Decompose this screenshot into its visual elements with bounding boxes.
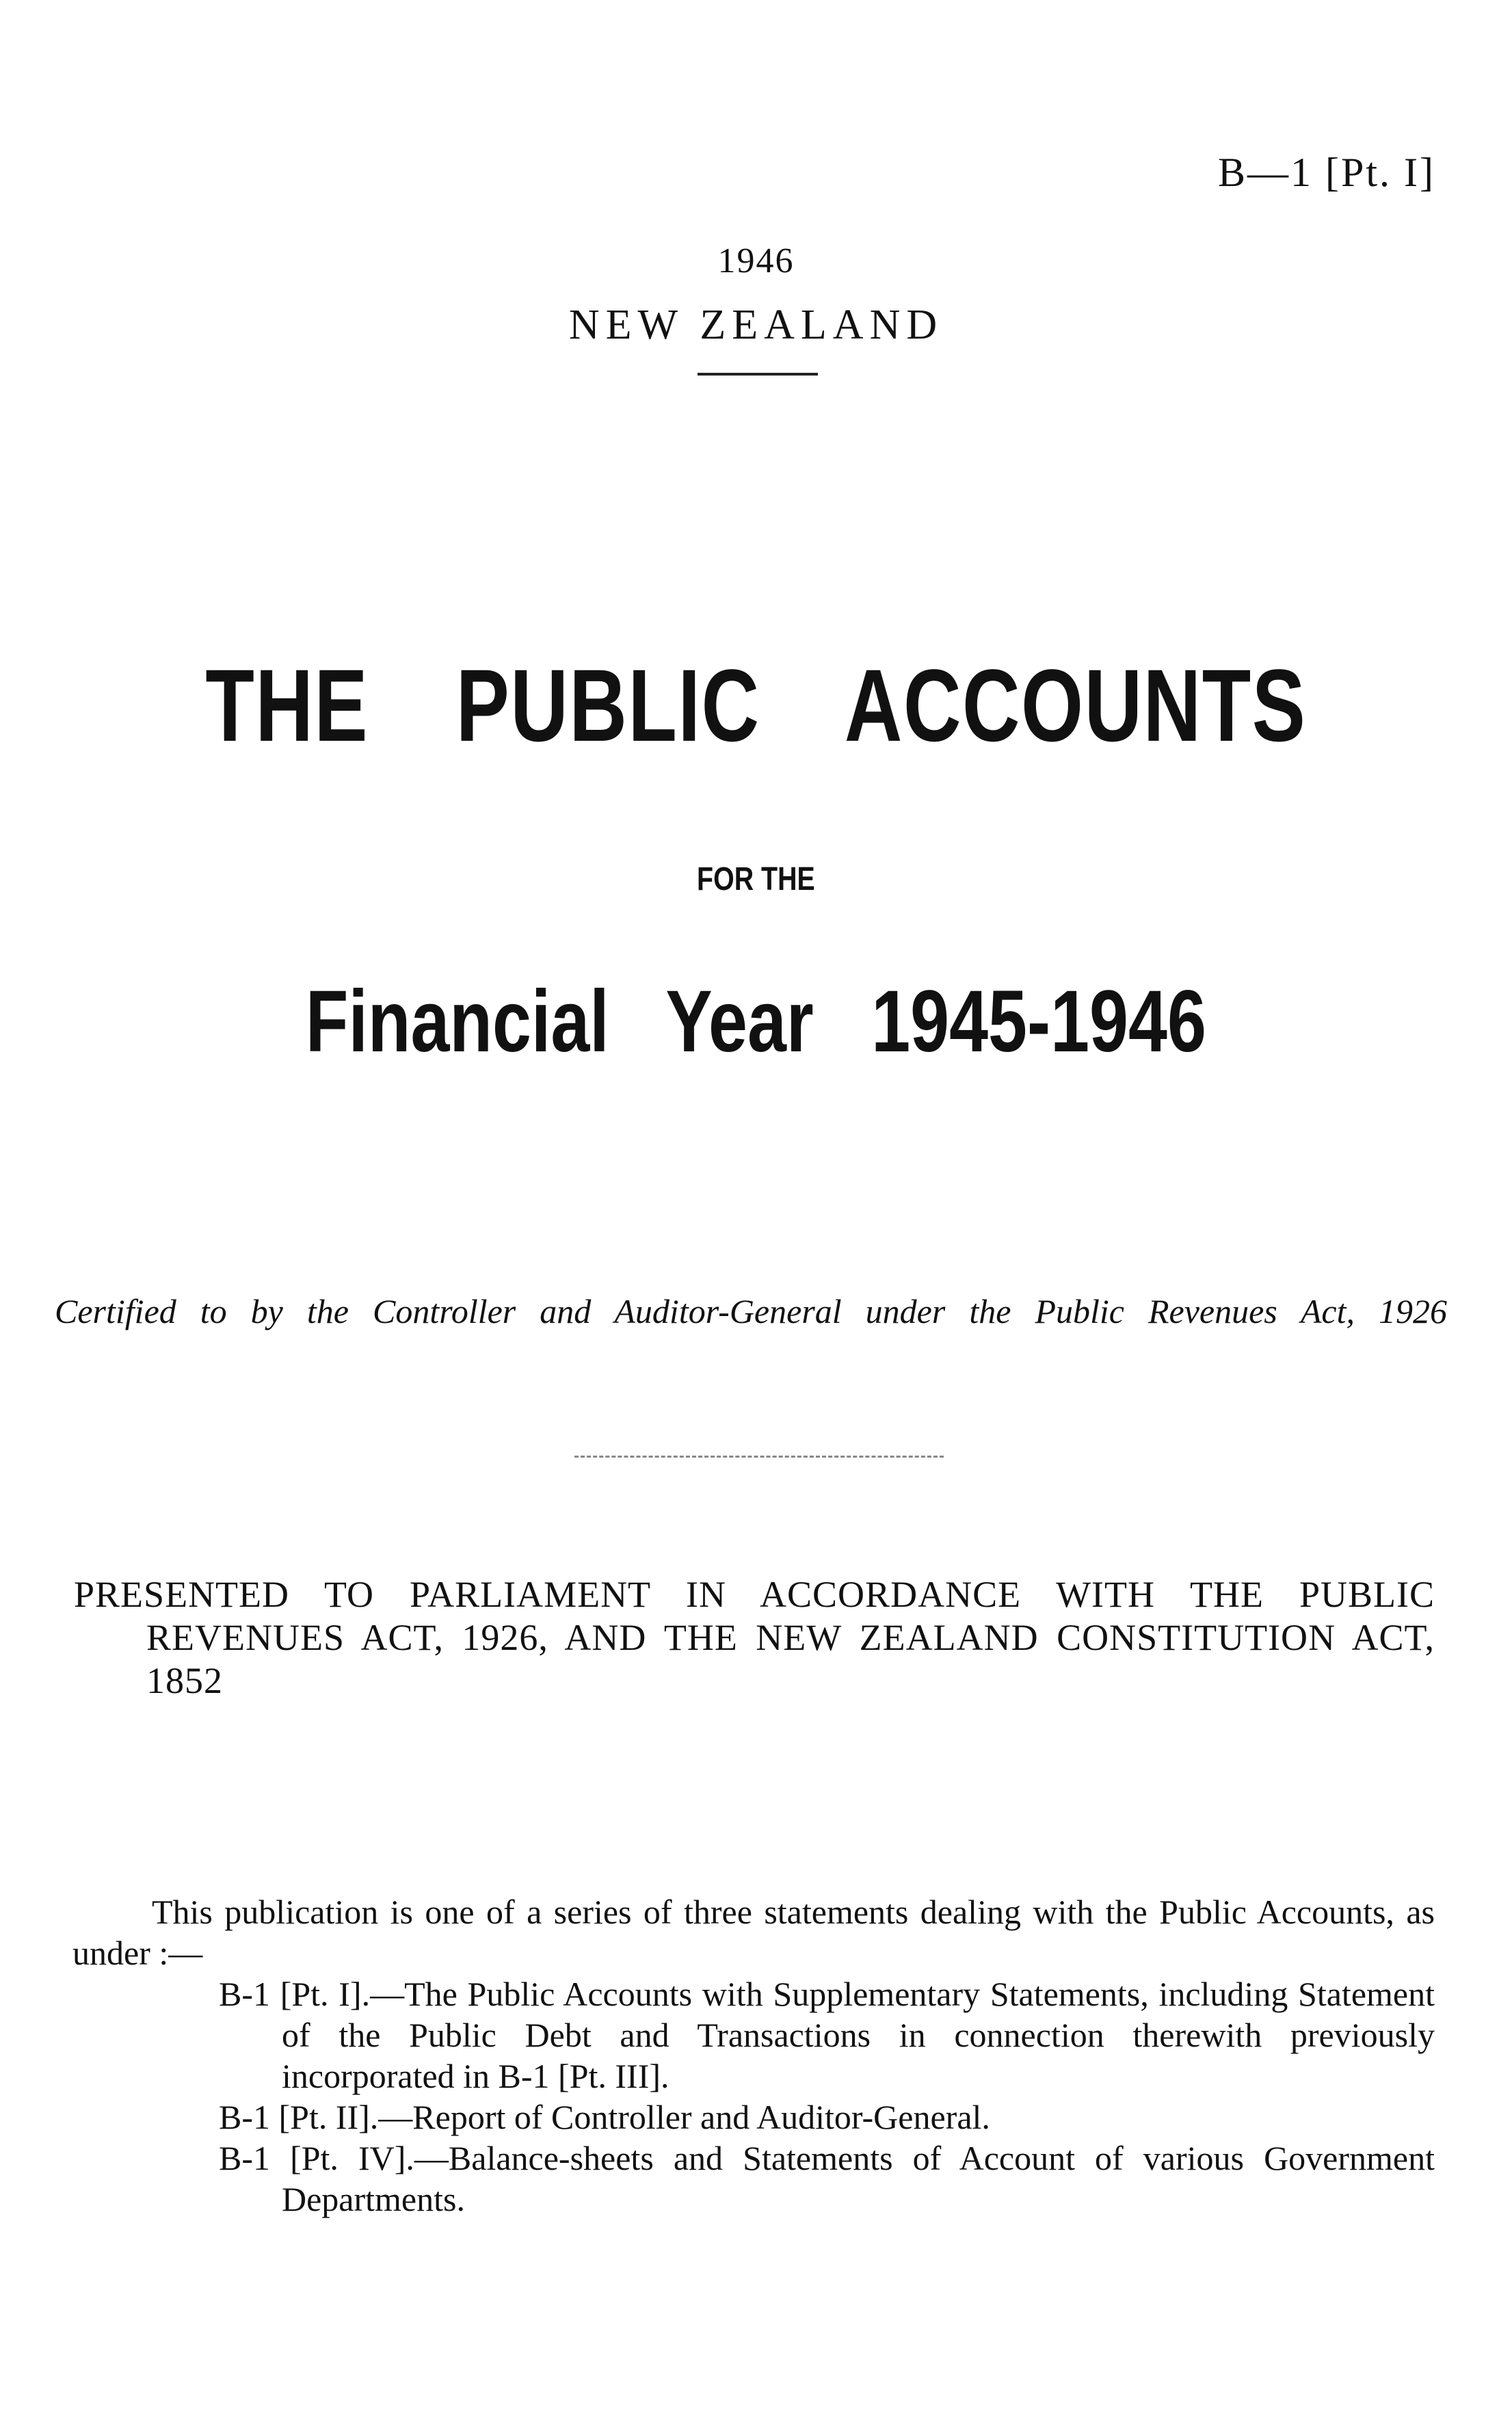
series-list bbox=[219, 1973, 1435, 2220]
section-divider bbox=[574, 1456, 944, 1458]
heading-divider bbox=[698, 373, 818, 376]
series-item-part-1: B-1 [Pt. I].—The Public Accounts with Supplementary Statements, including Statement of the Public Debt and Transactions in connection therewith previously incorporated in B-1 [Pt. III]. bbox=[219, 1975, 1435, 2095]
series-intro: This publication is one of a series of three statements dealing with the Public Accounts, as under :— bbox=[72, 1893, 1435, 1972]
series-item-part-2: B-1 [Pt. II].—Report of Controller and Auditor-General. bbox=[219, 2098, 990, 2136]
certification-line: Certified to by the Controller and Auditor-General under the Public Revenues Act, 1926 bbox=[55, 1292, 1447, 1330]
presented-statement: PRESENTED TO PARLIAMENT IN ACCORDANCE WITH THE PUBLIC REVENUES ACT, 1926, AND THE NEW ZEALAND CONSTITUTION ACT, 1852 bbox=[74, 1574, 1435, 1701]
publication-year: 1946 bbox=[717, 241, 795, 280]
for-the-label: FOR THE bbox=[697, 861, 815, 897]
main-title: THE PUBLIC ACCOUNTS bbox=[205, 648, 1307, 763]
series-item-part-4: B-1 [Pt. IV].—Balance-sheets and Statements of Account of various Government Departments. bbox=[219, 2139, 1435, 2218]
document-reference: B—1 [Pt. I] bbox=[1218, 150, 1435, 195]
financial-year-title: Financial Year 1945-1946 bbox=[305, 973, 1206, 1070]
country-heading: NEW ZEALAND bbox=[568, 302, 944, 348]
